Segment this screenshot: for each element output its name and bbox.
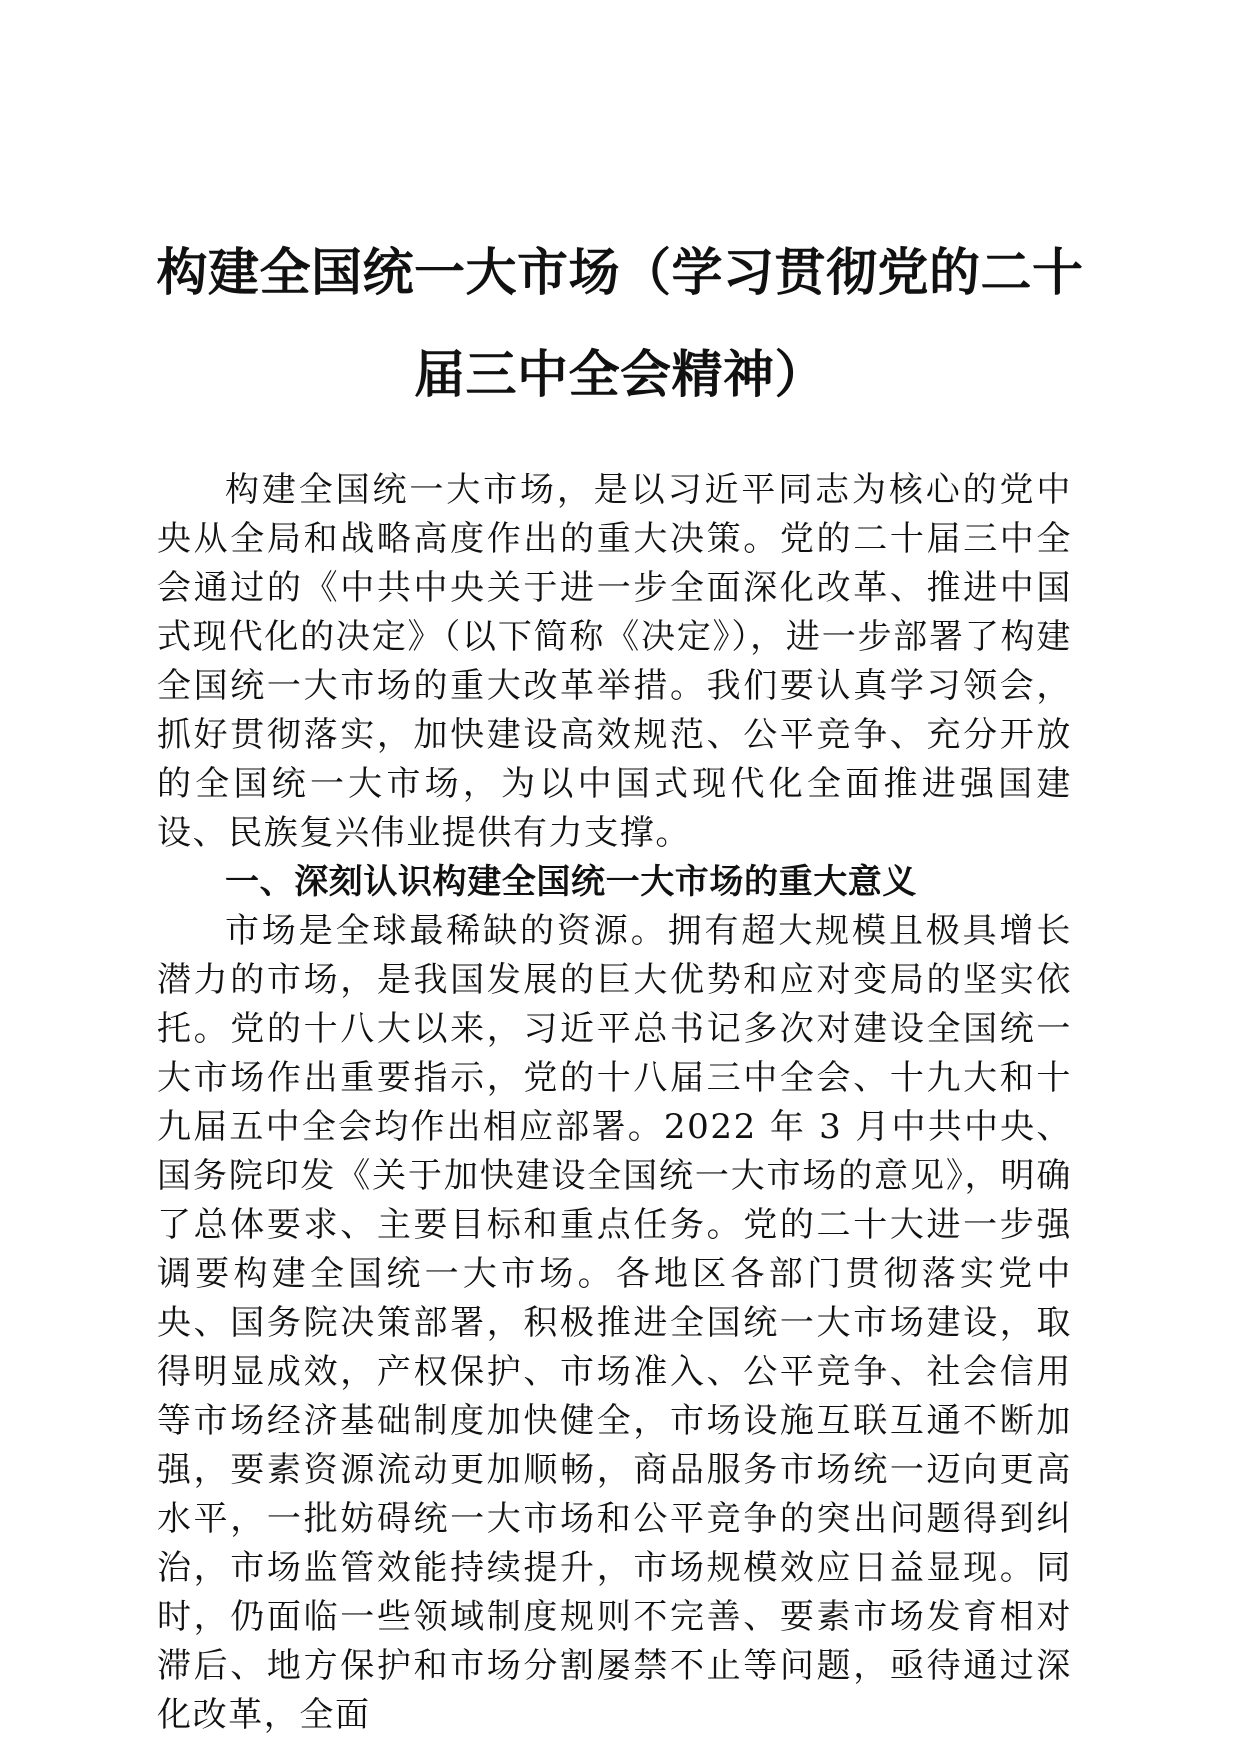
section-heading: 一、深刻认识构建全国统一大市场的重大意义 bbox=[225, 862, 917, 902]
document-body bbox=[157, 466, 1072, 1740]
intro-paragraph: 构建全国统一大市场，是以习近平同志为核心的党中央从全局和战略高度作出的重大决策。党的二十届三中全会通过的《中共中央关于进一步全面深化改革、推进中国式现代化的决定》（以下简称《决定》），进一步部署了构建全国统一大市场的重大改革举措。我们要认真学习领会，抓好贯彻落实，加快建设高效规范、公平竞争、充分开放的全国统一大市场，为以中国式现代化全面推进强国建设、民族复兴伟业提供有力支撑。 bbox=[157, 470, 1072, 853]
section-paragraph: 市场是全球最稀缺的资源。拥有超大规模且极具增长潜力的市场，是我国发展的巨大优势和应对变局的坚实依托。党的十八大以来，习近平总书记多次对建设全国统一大市场作出重要指示，党的十八届三中全会、十九大和十九届五中全会均作出相应部署。2022 年 3 月中共中央、国务院印发《关于加快建设全国统一大市场的意见》，明确了总体要求、主要目标和重点任务。党的二十大进一步强调要构建全国统一大市场。各地区各部门贯彻落实党中央、国务院决策部署，积极推进全国统一大市场建设，取得明显成效，产权保护、市场准入、公平竞争、社会信用等市场经济基础制度加快健全，市场设施互联互通不断加强，要素资源流动更加顺畅，商品服务市场统一迈向更高水平，一批妨碍统一大市场和公平竞争的突出问题得到纠治，市场监管效能持续提升，市场规模效应日益显现。同时，仍面临一些领域制度规则不完善、要素市场发育相对滞后、地方保护和市场分割屡禁不止等问题，亟待通过深化改革，全面 bbox=[157, 911, 1072, 1735]
document-title: 构建全国统一大市场（学习贯彻党的二十届三中全会精神） bbox=[156, 243, 1084, 405]
